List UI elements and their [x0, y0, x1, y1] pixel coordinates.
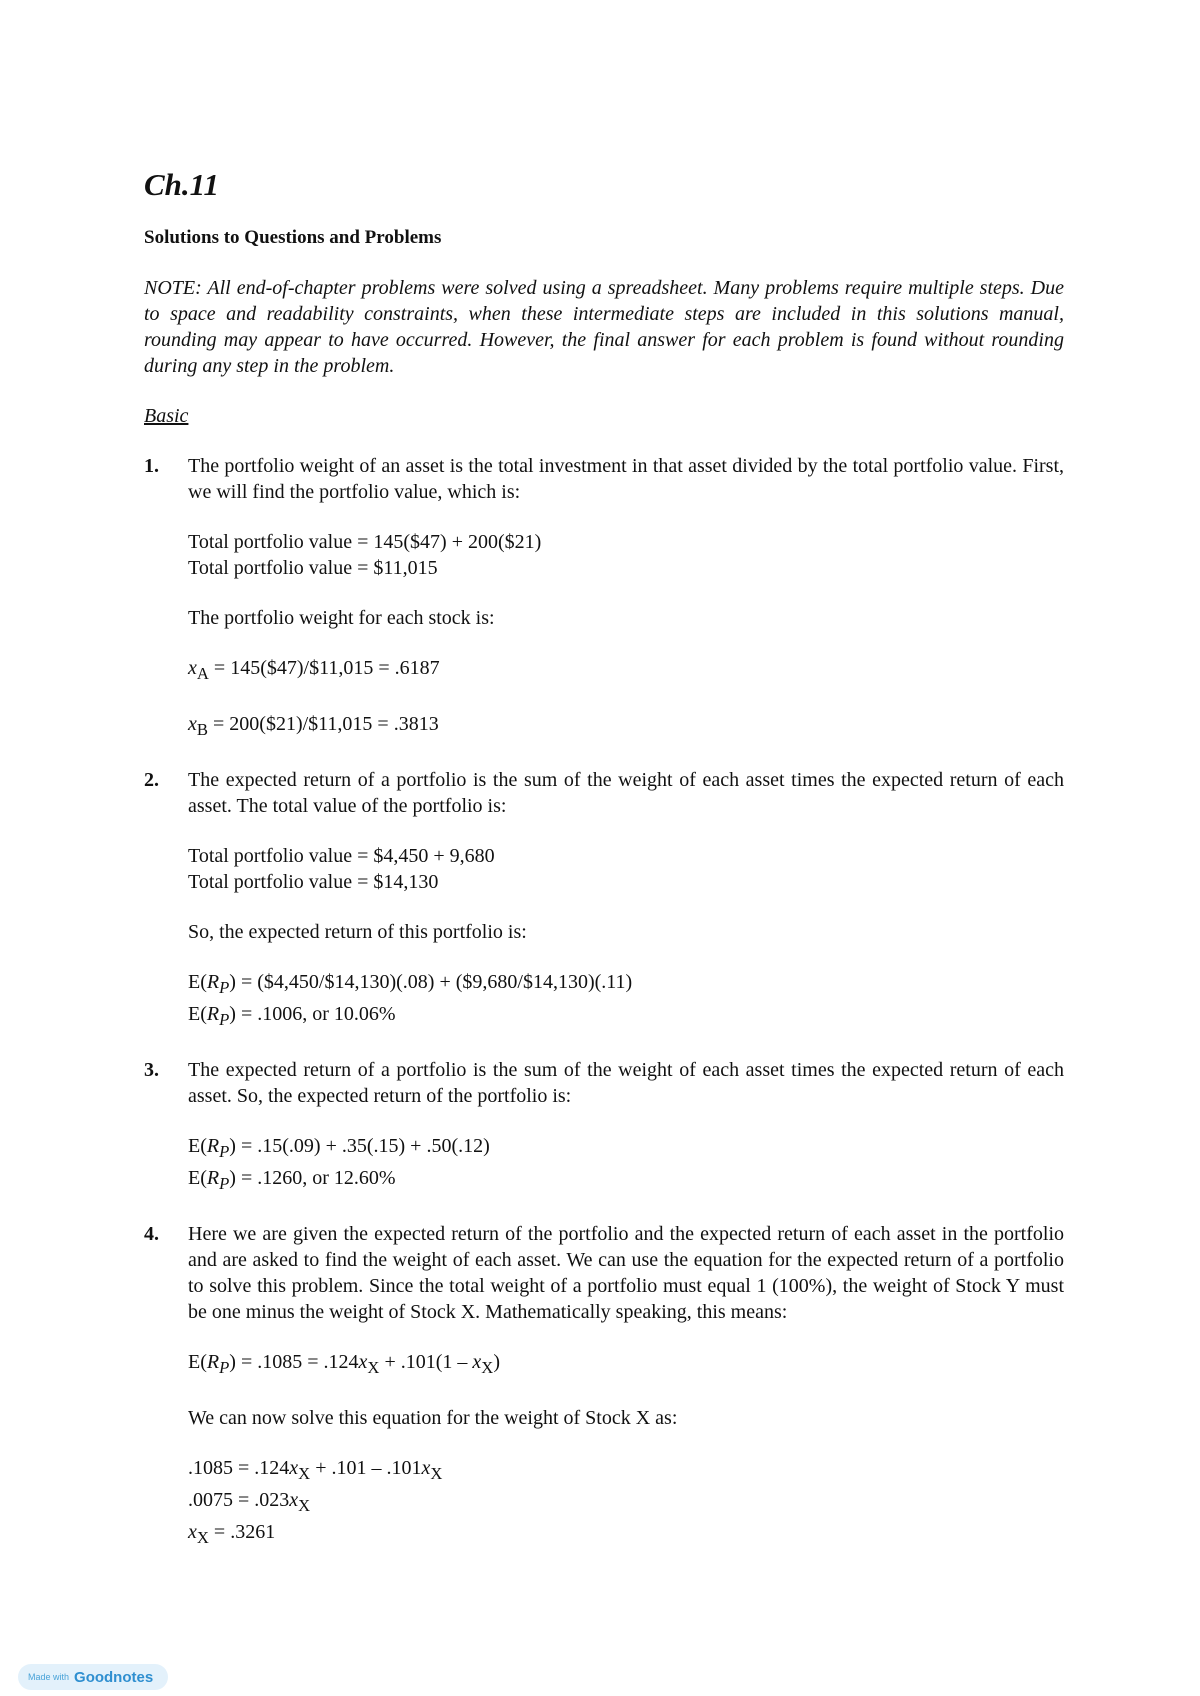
equation-group: [188, 529, 1064, 581]
equation-text: E(: [188, 1135, 207, 1157]
problem-number: 4.: [144, 1223, 159, 1245]
equation-text: E(: [188, 971, 207, 993]
problem-text: Here we are given the expected return of the portfolio and the expected return of each asset in the portfolio and are asked to find the weight of each asset. We can use the equation for the expected return of a portfolio to solve this problem. Since the total weight of a portfolio must equal 1 (100%), the weight of Stock Y must be one minus the weight of Stock X. Mathematically speaking, this means:: [188, 1223, 1064, 1323]
equation-group: [188, 1349, 1064, 1381]
variable: R: [206, 1351, 220, 1373]
subscript: X: [481, 1358, 494, 1377]
problem-number: 2.: [144, 769, 159, 791]
problem-3: [144, 1057, 1064, 1197]
variable: x: [421, 1457, 431, 1479]
subscript: [219, 978, 229, 997]
problem-2: [144, 767, 1064, 1033]
equation-text: = .3261: [208, 1521, 276, 1543]
equation-line: [188, 655, 1064, 687]
equation-line: Total portfolio value = $4,450 + 9,680: [188, 845, 495, 867]
equation-line: [188, 1165, 1064, 1197]
variable: R: [206, 1167, 220, 1189]
variable: P: [219, 978, 230, 997]
subscript: X: [430, 1464, 443, 1483]
equation-text: E(: [188, 1167, 207, 1189]
problem-text: The expected return of a portfolio is the sum of the weight of each asset times the expected return of each asset. The total value of the portfolio is:: [188, 769, 1064, 817]
problem-text: The expected return of a portfolio is the sum of the weight of each asset times the expected return of each asset. So, the expected return of the portfolio is:: [188, 1059, 1064, 1107]
note-paragraph: NOTE: All end-of-chapter problems were solved using a spreadsheet. Many problems require multiple steps. Due to space and readability constraints, when these intermediate steps are included in this solutions manual, rounding may appear to have occurred. However, the final answer for each problem is found without rounding during any step in the problem.: [144, 277, 1064, 377]
subscript: X: [367, 1358, 380, 1377]
equation-line: [188, 1001, 1064, 1033]
equation-text: E(: [188, 1351, 207, 1373]
subscript: [219, 1010, 229, 1029]
equation-text: .1085 = .124: [188, 1457, 290, 1479]
variable: x: [188, 657, 197, 679]
equation-text: = .1260, or 12.60%: [235, 1167, 396, 1189]
basic-heading: Basic: [144, 405, 189, 427]
problem-text: The portfolio weight for each stock is:: [188, 607, 495, 629]
subscript: A: [196, 664, 209, 683]
equation-line: Total portfolio value = $14,130: [188, 871, 439, 893]
variable: P: [219, 1142, 230, 1161]
equation-text: + .101(1 –: [379, 1351, 473, 1373]
equation-text: ): [229, 1167, 236, 1189]
variable: P: [219, 1358, 230, 1377]
equation-line: [188, 969, 1064, 1001]
equation-group: [188, 1455, 1064, 1551]
equation-line: [188, 1519, 1064, 1551]
equation-line: [188, 1349, 1064, 1381]
equation-text: ): [229, 1003, 236, 1025]
variable: R: [206, 1135, 220, 1157]
equation-group: [188, 1133, 1064, 1197]
equation-text: ): [493, 1351, 500, 1373]
equation-line: [188, 1487, 1064, 1519]
equation-group: [188, 843, 1064, 895]
subscript: B: [196, 720, 209, 739]
equation-text: = 145($47)/$11,015 = .6187: [208, 657, 440, 679]
chapter-title: Ch.11: [144, 167, 219, 202]
variable: R: [206, 1003, 220, 1025]
variable: x: [358, 1351, 368, 1373]
variable: x: [188, 713, 197, 735]
goodnotes-badge: [18, 1664, 168, 1690]
equation-text: + .101 – .101: [310, 1457, 422, 1479]
equation-line: Total portfolio value = $11,015: [188, 557, 438, 579]
equation-text: ): [229, 1351, 236, 1373]
equation-group: [188, 655, 1064, 687]
subscript: X: [298, 1496, 311, 1515]
variable: x: [472, 1351, 482, 1373]
problem-text: So, the expected return of this portfolio is:: [188, 921, 527, 943]
subscript: [219, 1358, 229, 1377]
problem-number: 3.: [144, 1059, 159, 1081]
problem-text: The portfolio weight of an asset is the total investment in that asset divided by the total portfolio value. First, we will find the portfolio value, which is:: [188, 455, 1064, 503]
equation-line: [188, 1133, 1064, 1165]
problem-1: [144, 453, 1064, 743]
equation-text: = .15(.09) + .35(.15) + .50(.12): [235, 1135, 490, 1157]
equation-line: Total portfolio value = 145($47) + 200($21): [188, 531, 542, 553]
equation-text: = ($4,450/$14,130)(.08) + ($9,680/$14,130)(.11): [235, 971, 633, 993]
equation-text: ): [229, 1135, 236, 1157]
equation-text: ): [229, 971, 236, 993]
variable: x: [289, 1457, 299, 1479]
page-content: [144, 165, 1064, 1575]
problem-4: [144, 1221, 1064, 1551]
variable: x: [289, 1489, 299, 1511]
subscript: X: [196, 1528, 209, 1547]
variable: P: [219, 1010, 230, 1029]
badge-small-text: Made with: [28, 1672, 70, 1682]
equation-group: [188, 711, 1064, 743]
equation-line: [188, 1455, 1064, 1487]
equation-text: = 200($21)/$11,015 = .3813: [208, 713, 439, 735]
subscript: [219, 1174, 229, 1193]
problem-number: 1.: [144, 455, 159, 477]
equation-text: = .1006, or 10.06%: [235, 1003, 396, 1025]
equation-text: .0075 = .023: [188, 1489, 290, 1511]
problem-text: We can now solve this equation for the weight of Stock X as:: [188, 1407, 678, 1429]
subscript: X: [298, 1464, 311, 1483]
equation-text: = .1085 = .124: [235, 1351, 359, 1373]
variable: R: [206, 971, 220, 993]
equation-text: E(: [188, 1003, 207, 1025]
variable: x: [188, 1521, 197, 1543]
subscript: [219, 1142, 229, 1161]
variable: P: [219, 1174, 230, 1193]
section-title: Solutions to Questions and Problems: [144, 227, 442, 248]
goodnotes-logo: Goodnotes: [74, 1668, 154, 1686]
equation-group: [188, 969, 1064, 1033]
equation-line: [188, 711, 1064, 743]
